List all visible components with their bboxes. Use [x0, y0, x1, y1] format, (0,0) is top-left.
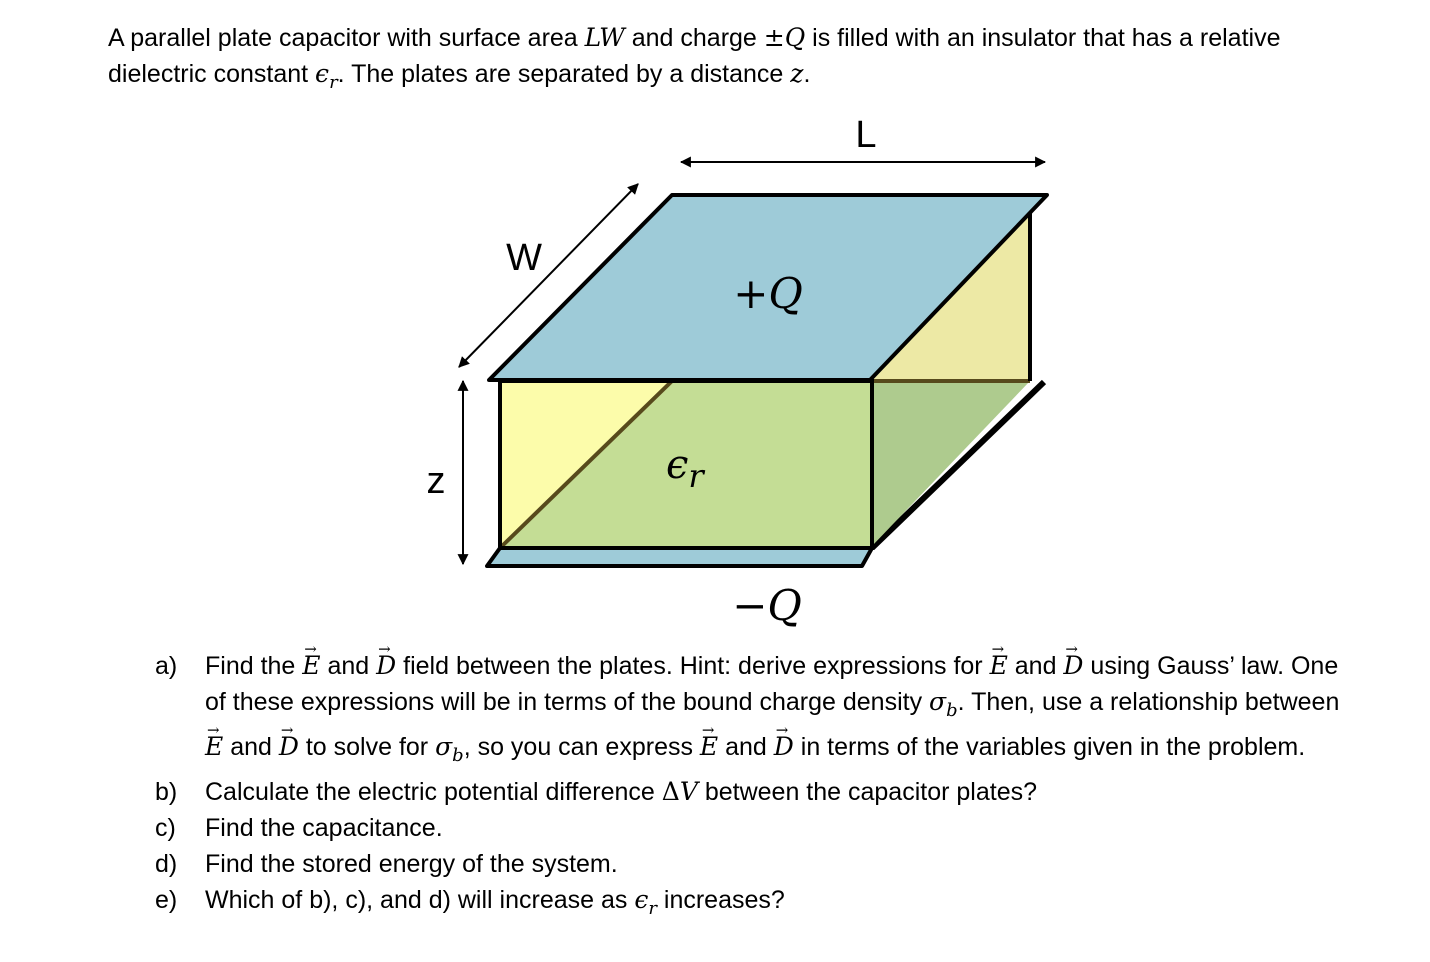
label-separation: z: [426, 460, 446, 502]
question-text: [205, 882, 1355, 927]
epsilon-subscript: r: [329, 72, 338, 93]
sigma-subscript: b: [946, 700, 958, 721]
d-vector: → D: [1063, 648, 1083, 684]
question-text: [205, 648, 1355, 774]
qe-text-1: Which of b), c), and d) will increase as: [205, 886, 635, 914]
question-label: d): [155, 850, 178, 878]
e-vector: → E: [302, 648, 320, 684]
intro-text-1: A parallel plate capacitor with surface area: [108, 24, 585, 52]
sigma-symbol: [435, 732, 464, 766]
sigma-symbol: [929, 687, 958, 721]
d-vector: → D: [376, 648, 396, 684]
question-text: [205, 774, 1355, 810]
label-minus-q: −Q: [732, 581, 802, 630]
charge-symbol: ±Q: [763, 23, 806, 52]
delta-symbol: Δ: [661, 777, 680, 806]
qa-text-9: , so you can express: [463, 733, 700, 761]
question-list: [155, 648, 1355, 927]
intro-text-2: and charge: [624, 24, 764, 52]
e-vector: → E: [700, 729, 718, 765]
question-text: Find the stored energy of the system.: [205, 850, 618, 878]
bottom-plate: [487, 548, 872, 566]
intro-text-5: .: [803, 60, 811, 88]
dielectric-subscript: r: [688, 457, 704, 495]
d-vector: → D: [279, 729, 299, 765]
qb-text-1: Calculate the electric potential difference: [205, 778, 662, 806]
question-b: [155, 774, 1355, 810]
qb-text-2: between the capacitor plates?: [697, 778, 1038, 806]
question-d: [155, 846, 1355, 882]
question-a: [155, 648, 1355, 774]
e-vector: → E: [990, 648, 1008, 684]
distance-symbol: z: [790, 59, 804, 88]
question-label: e): [155, 886, 178, 914]
qa-text-6: . Then, use a relationship between: [957, 688, 1340, 716]
qa-text-8: to solve for: [298, 733, 436, 761]
e-vector: → E: [205, 729, 223, 765]
epsilon-symbol: [634, 885, 657, 919]
qa-text-5: using Gauss’ law. One of these expressions will be in terms of the bound charge density: [205, 652, 1339, 716]
d-vector: → D: [774, 729, 794, 765]
qa-text-4: and: [1007, 652, 1064, 680]
question-label: a): [155, 652, 178, 680]
area-symbol: LW: [584, 23, 625, 52]
epsilon-subscript: r: [648, 898, 657, 919]
question-c: [155, 810, 1355, 846]
label-length: L: [855, 114, 877, 156]
voltage-symbol: V: [679, 777, 698, 806]
qa-text-11: in terms of the variables given in the problem.: [793, 733, 1306, 761]
sigma-char: σ: [929, 687, 947, 716]
intro-text-4: . The plates are separated by a distance: [337, 60, 791, 88]
qa-text-10: and: [718, 733, 774, 761]
epsilon-char: ϵ: [634, 885, 649, 914]
question-label: b): [155, 778, 178, 806]
question-text: Find the capacitance.: [205, 814, 443, 842]
question-e: [155, 882, 1355, 927]
intro-text-3: is filled with an insulator that has a relative dielectric constant: [108, 24, 1281, 88]
qa-text-2: and: [320, 652, 377, 680]
label-plus-q: +Q: [733, 269, 803, 318]
sigma-char: σ: [435, 732, 453, 761]
qa-text-1: Find the: [205, 652, 303, 680]
label-width: W: [506, 237, 542, 279]
qa-text-3: field between the plates. Hint: derive expressions for: [396, 652, 990, 680]
qe-text-2: increases?: [656, 886, 785, 914]
sigma-subscript: b: [452, 745, 464, 766]
qa-text-7: and: [223, 733, 279, 761]
epsilon-char: ϵ: [315, 59, 330, 88]
question-label: c): [155, 814, 176, 842]
dielectric-epsilon: ϵ: [666, 442, 689, 488]
